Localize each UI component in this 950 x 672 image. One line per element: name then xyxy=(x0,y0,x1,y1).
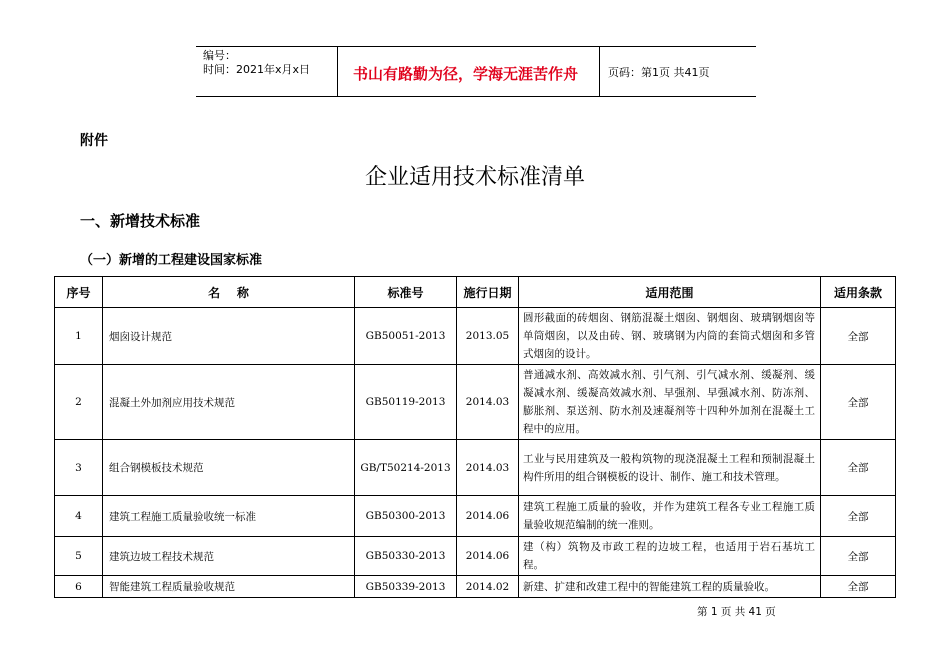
standard-name: 烟囱设计规范 xyxy=(103,308,355,365)
column-header-date: 施行日期 xyxy=(457,277,519,308)
scope-cell xyxy=(519,365,821,440)
effective-date: 2014.03 xyxy=(457,365,519,440)
table-header-row xyxy=(55,277,896,308)
applicable-clause: 全部 xyxy=(821,308,896,365)
applicable-clause: 全部 xyxy=(821,365,896,440)
standard-code: GB/T50214-2013 xyxy=(355,440,457,496)
attachment-label: 附件 xyxy=(80,133,108,149)
column-header-no: 序号 xyxy=(55,277,103,308)
scope-text: 建（构）筑物及市政工程的边坡工程，也适用于岩石基坑工程。 xyxy=(523,541,815,571)
row-number: 6 xyxy=(55,576,103,598)
standard-code: GB50330-2013 xyxy=(355,537,457,576)
table-row xyxy=(55,365,896,440)
standard-name: 智能建筑工程质量验收规范 xyxy=(103,576,355,598)
header-meta xyxy=(196,47,338,96)
standard-code: GB50051-2013 xyxy=(355,308,457,365)
table-row xyxy=(55,496,896,537)
standards-table xyxy=(54,276,896,598)
header-divider xyxy=(599,47,600,96)
column-header-scope: 适用范围 xyxy=(519,277,821,308)
column-header-code: 标准号 xyxy=(355,277,457,308)
standard-name: 组合钢模板技术规范 xyxy=(103,440,355,496)
document-header xyxy=(196,46,756,97)
scope-text: 圆形截面的砖烟囱、钢筋混凝土烟囱、钢烟囱、玻璃钢烟囱等单筒烟囱，以及由砖、钢、玻璃钢为内筒的套筒式烟囱和多管式烟囱的设计。 xyxy=(523,312,815,360)
standard-name: 建筑边坡工程技术规范 xyxy=(103,537,355,576)
scope-text: 普通减水剂、高效减水剂、引气剂、引气减水剂、缓凝剂、缓凝减水剂、缓凝高效减水剂、早强剂、早强减水剂、防冻剂、膨胀剂、泵送剂、防水剂及速凝剂等十四种外加剂在混凝土工程中的应用。 xyxy=(523,369,815,435)
effective-date: 2014.06 xyxy=(457,496,519,537)
scope-cell xyxy=(519,576,821,598)
scope-text: 新建、扩建和改建工程中的智能建筑工程的质量验收。 xyxy=(523,580,775,593)
table-row xyxy=(55,576,896,598)
applicable-clause: 全部 xyxy=(821,440,896,496)
subsection-heading: （一）新增的工程建设国家标准 xyxy=(80,253,263,268)
page-title: 企业适用技术标准清单 xyxy=(364,165,585,190)
effective-date: 2014.02 xyxy=(457,576,519,598)
column-header-name: 名 称 xyxy=(103,277,355,308)
standard-code: GB50119-2013 xyxy=(355,365,457,440)
row-number: 1 xyxy=(55,308,103,365)
serial-number-label: 编号： xyxy=(203,49,236,62)
applicable-clause: 全部 xyxy=(821,537,896,576)
scope-text: 建筑工程施工质量的验收，并作为建筑工程各专业工程施工质量验收规范编制的统一准则。 xyxy=(523,501,815,531)
table-row xyxy=(55,537,896,576)
page-footer: 第 1 页 共 41 页 xyxy=(697,606,776,618)
header-page-info: 页码：第1页 共41页 xyxy=(608,66,710,79)
date-label: 时间：2021年x月x日 xyxy=(203,63,311,76)
table-row xyxy=(55,440,896,496)
effective-date: 2013.05 xyxy=(457,308,519,365)
scope-cell xyxy=(519,440,821,496)
scope-cell xyxy=(519,496,821,537)
applicable-clause: 全部 xyxy=(821,496,896,537)
standard-code: GB50300-2013 xyxy=(355,496,457,537)
effective-date: 2014.03 xyxy=(457,440,519,496)
standard-name: 混凝土外加剂应用技术规范 xyxy=(103,365,355,440)
row-number: 5 xyxy=(55,537,103,576)
standard-code: GB50339-2013 xyxy=(355,576,457,598)
scope-text: 工业与民用建筑及一般构筑物的现浇混凝土工程和预制混凝土构件所用的组合钢模板的设计、制作、施工和技术管理。 xyxy=(523,452,815,483)
scope-cell xyxy=(519,537,821,576)
row-number: 4 xyxy=(55,496,103,537)
table-row xyxy=(55,308,896,365)
header-motto: 书山有路勤为径，学海无涯苦作舟 xyxy=(353,65,579,83)
standard-name: 建筑工程施工质量验收统一标准 xyxy=(103,496,355,537)
row-number: 2 xyxy=(55,365,103,440)
applicable-clause: 全部 xyxy=(821,576,896,598)
row-number: 3 xyxy=(55,440,103,496)
scope-cell xyxy=(519,308,821,365)
section-heading: 一、新增技术标准 xyxy=(80,212,201,230)
effective-date: 2014.06 xyxy=(457,537,519,576)
column-header-clause: 适用条款 xyxy=(821,277,896,308)
